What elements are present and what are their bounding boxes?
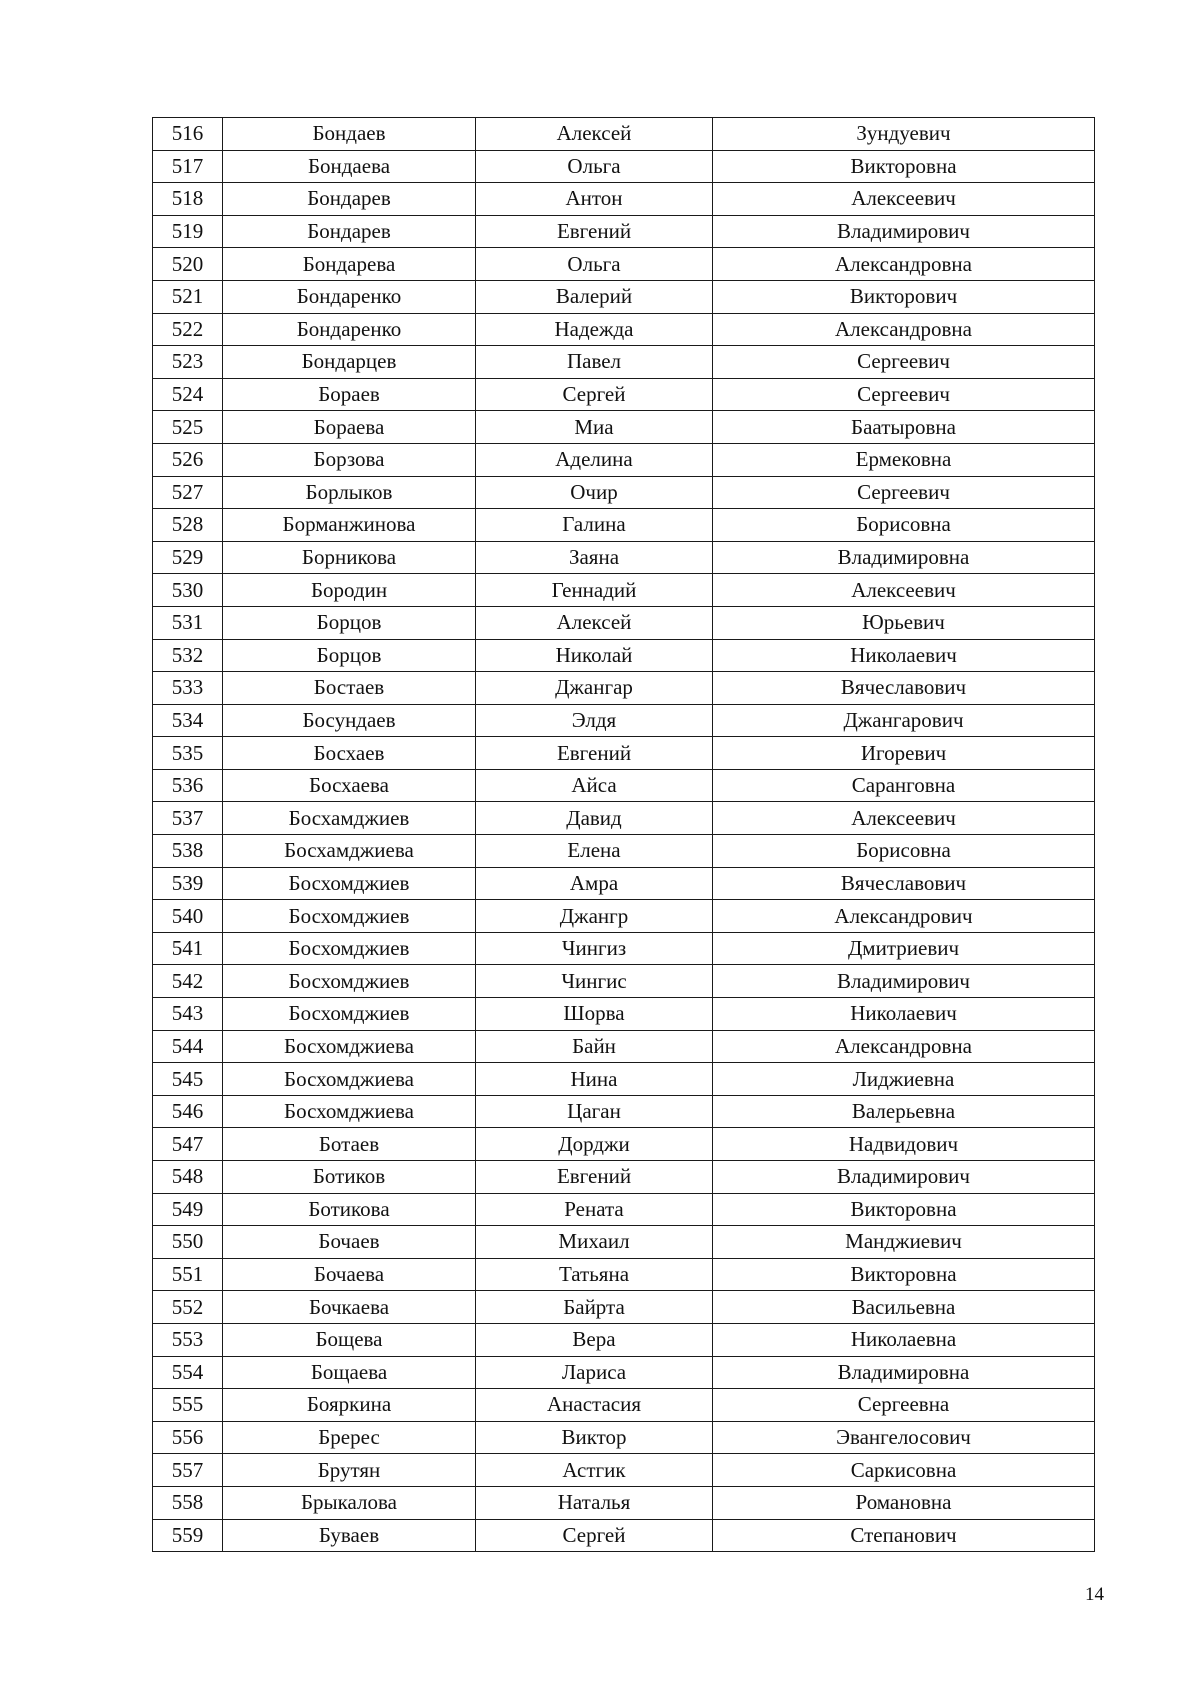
row-number-cell: 551 bbox=[153, 1258, 223, 1291]
table-row bbox=[153, 1063, 1095, 1096]
patronymic-cell: Сергеевич bbox=[713, 346, 1095, 379]
first-name-cell: Геннадий bbox=[476, 574, 713, 607]
row-number-cell: 533 bbox=[153, 672, 223, 705]
row-number-cell: 524 bbox=[153, 378, 223, 411]
row-number-cell: 521 bbox=[153, 280, 223, 313]
table-row bbox=[153, 476, 1095, 509]
patronymic-cell: Александровна bbox=[713, 1030, 1095, 1063]
patronymic-cell: Саркисовна bbox=[713, 1454, 1095, 1487]
roster-table-body bbox=[153, 118, 1095, 1552]
patronymic-cell: Борисовна bbox=[713, 835, 1095, 868]
patronymic-cell: Васильевна bbox=[713, 1291, 1095, 1324]
patronymic-cell: Владимирович bbox=[713, 215, 1095, 248]
first-name-cell: Чингиз bbox=[476, 932, 713, 965]
last-name-cell: Бораев bbox=[223, 378, 476, 411]
patronymic-cell: Александровна bbox=[713, 248, 1095, 281]
table-row bbox=[153, 769, 1095, 802]
row-number-cell: 520 bbox=[153, 248, 223, 281]
roster-table bbox=[152, 117, 1095, 1552]
row-number-cell: 543 bbox=[153, 998, 223, 1031]
row-number-cell: 540 bbox=[153, 900, 223, 933]
last-name-cell: Ботиков bbox=[223, 1161, 476, 1194]
last-name-cell: Босхаева bbox=[223, 769, 476, 802]
last-name-cell: Бояркина bbox=[223, 1389, 476, 1422]
patronymic-cell: Игоревич bbox=[713, 737, 1095, 770]
table-row bbox=[153, 411, 1095, 444]
last-name-cell: Бочаев bbox=[223, 1226, 476, 1259]
last-name-cell: Бондарев bbox=[223, 183, 476, 216]
last-name-cell: Бондаева bbox=[223, 150, 476, 183]
patronymic-cell: Владимировна bbox=[713, 541, 1095, 574]
patronymic-cell: Борисовна bbox=[713, 509, 1095, 542]
table-row bbox=[153, 1389, 1095, 1422]
row-number-cell: 528 bbox=[153, 509, 223, 542]
row-number-cell: 553 bbox=[153, 1323, 223, 1356]
row-number-cell: 541 bbox=[153, 932, 223, 965]
patronymic-cell: Сергеевна bbox=[713, 1389, 1095, 1422]
table-row bbox=[153, 313, 1095, 346]
last-name-cell: Босхомджиев bbox=[223, 965, 476, 998]
table-row bbox=[153, 1258, 1095, 1291]
patronymic-cell: Сергеевич bbox=[713, 378, 1095, 411]
patronymic-cell: Степанович bbox=[713, 1519, 1095, 1552]
table-row bbox=[153, 965, 1095, 998]
table-row bbox=[153, 1454, 1095, 1487]
first-name-cell: Евгений bbox=[476, 1161, 713, 1194]
patronymic-cell: Николаевна bbox=[713, 1323, 1095, 1356]
patronymic-cell: Александровна bbox=[713, 313, 1095, 346]
row-number-cell: 549 bbox=[153, 1193, 223, 1226]
table-row bbox=[153, 998, 1095, 1031]
first-name-cell: Заяна bbox=[476, 541, 713, 574]
first-name-cell: Нина bbox=[476, 1063, 713, 1096]
last-name-cell: Бостаев bbox=[223, 672, 476, 705]
row-number-cell: 517 bbox=[153, 150, 223, 183]
first-name-cell: Аделина bbox=[476, 443, 713, 476]
last-name-cell: Борцов bbox=[223, 606, 476, 639]
row-number-cell: 522 bbox=[153, 313, 223, 346]
table-row bbox=[153, 835, 1095, 868]
last-name-cell: Бощаева bbox=[223, 1356, 476, 1389]
patronymic-cell: Сергеевич bbox=[713, 476, 1095, 509]
row-number-cell: 518 bbox=[153, 183, 223, 216]
first-name-cell: Элдя bbox=[476, 704, 713, 737]
patronymic-cell: Юрьевич bbox=[713, 606, 1095, 639]
last-name-cell: Бондаев bbox=[223, 118, 476, 151]
table-row bbox=[153, 1161, 1095, 1194]
patronymic-cell: Надвидович bbox=[713, 1128, 1095, 1161]
row-number-cell: 546 bbox=[153, 1095, 223, 1128]
row-number-cell: 526 bbox=[153, 443, 223, 476]
first-name-cell: Миа bbox=[476, 411, 713, 444]
first-name-cell: Наталья bbox=[476, 1486, 713, 1519]
first-name-cell: Ольга bbox=[476, 150, 713, 183]
first-name-cell: Сергей bbox=[476, 378, 713, 411]
patronymic-cell: Александрович bbox=[713, 900, 1095, 933]
last-name-cell: Борцов bbox=[223, 639, 476, 672]
last-name-cell: Босундаев bbox=[223, 704, 476, 737]
first-name-cell: Михаил bbox=[476, 1226, 713, 1259]
row-number-cell: 519 bbox=[153, 215, 223, 248]
row-number-cell: 525 bbox=[153, 411, 223, 444]
patronymic-cell: Викторовна bbox=[713, 150, 1095, 183]
row-number-cell: 556 bbox=[153, 1421, 223, 1454]
row-number-cell: 534 bbox=[153, 704, 223, 737]
table-row bbox=[153, 1323, 1095, 1356]
table-row bbox=[153, 1226, 1095, 1259]
first-name-cell: Елена bbox=[476, 835, 713, 868]
row-number-cell: 554 bbox=[153, 1356, 223, 1389]
row-number-cell: 545 bbox=[153, 1063, 223, 1096]
last-name-cell: Бондарева bbox=[223, 248, 476, 281]
table-row bbox=[153, 280, 1095, 313]
first-name-cell: Татьяна bbox=[476, 1258, 713, 1291]
first-name-cell: Надежда bbox=[476, 313, 713, 346]
row-number-cell: 548 bbox=[153, 1161, 223, 1194]
patronymic-cell: Алексеевич bbox=[713, 183, 1095, 216]
row-number-cell: 559 bbox=[153, 1519, 223, 1552]
row-number-cell: 544 bbox=[153, 1030, 223, 1063]
row-number-cell: 527 bbox=[153, 476, 223, 509]
patronymic-cell: Викторовна bbox=[713, 1193, 1095, 1226]
last-name-cell: Ботикова bbox=[223, 1193, 476, 1226]
patronymic-cell: Баатыровна bbox=[713, 411, 1095, 444]
patronymic-cell: Вячеславович bbox=[713, 672, 1095, 705]
row-number-cell: 516 bbox=[153, 118, 223, 151]
table-row bbox=[153, 867, 1095, 900]
row-number-cell: 536 bbox=[153, 769, 223, 802]
table-row bbox=[153, 1421, 1095, 1454]
table-row bbox=[153, 1291, 1095, 1324]
first-name-cell: Виктор bbox=[476, 1421, 713, 1454]
row-number-cell: 550 bbox=[153, 1226, 223, 1259]
table-row bbox=[153, 932, 1095, 965]
first-name-cell: Джангр bbox=[476, 900, 713, 933]
patronymic-cell: Дмитриевич bbox=[713, 932, 1095, 965]
table-row bbox=[153, 737, 1095, 770]
row-number-cell: 558 bbox=[153, 1486, 223, 1519]
table-row bbox=[153, 443, 1095, 476]
table-row bbox=[153, 215, 1095, 248]
last-name-cell: Борманжинова bbox=[223, 509, 476, 542]
row-number-cell: 529 bbox=[153, 541, 223, 574]
row-number-cell: 555 bbox=[153, 1389, 223, 1422]
first-name-cell: Дорджи bbox=[476, 1128, 713, 1161]
last-name-cell: Бондарцев bbox=[223, 346, 476, 379]
table-row bbox=[153, 248, 1095, 281]
table-row bbox=[153, 1128, 1095, 1161]
last-name-cell: Бондаренко bbox=[223, 313, 476, 346]
patronymic-cell: Николаевич bbox=[713, 998, 1095, 1031]
last-name-cell: Босхаев bbox=[223, 737, 476, 770]
last-name-cell: Брутян bbox=[223, 1454, 476, 1487]
last-name-cell: Бочкаева bbox=[223, 1291, 476, 1324]
last-name-cell: Босхамджиев bbox=[223, 802, 476, 835]
last-name-cell: Бощева bbox=[223, 1323, 476, 1356]
patronymic-cell: Владимирович bbox=[713, 965, 1095, 998]
first-name-cell: Алексей bbox=[476, 118, 713, 151]
table-row bbox=[153, 1486, 1095, 1519]
patronymic-cell: Алексеевич bbox=[713, 802, 1095, 835]
table-row bbox=[153, 150, 1095, 183]
row-number-cell: 539 bbox=[153, 867, 223, 900]
first-name-cell: Антон bbox=[476, 183, 713, 216]
table-row bbox=[153, 1030, 1095, 1063]
patronymic-cell: Владимировна bbox=[713, 1356, 1095, 1389]
patronymic-cell: Владимирович bbox=[713, 1161, 1095, 1194]
patronymic-cell: Саранговна bbox=[713, 769, 1095, 802]
table-row bbox=[153, 1356, 1095, 1389]
last-name-cell: Бочаева bbox=[223, 1258, 476, 1291]
last-name-cell: Босхомджиев bbox=[223, 932, 476, 965]
patronymic-cell: Джангарович bbox=[713, 704, 1095, 737]
first-name-cell: Амра bbox=[476, 867, 713, 900]
table-row bbox=[153, 802, 1095, 835]
first-name-cell: Рената bbox=[476, 1193, 713, 1226]
last-name-cell: Бондарев bbox=[223, 215, 476, 248]
last-name-cell: Босхомджиев bbox=[223, 998, 476, 1031]
row-number-cell: 552 bbox=[153, 1291, 223, 1324]
row-number-cell: 523 bbox=[153, 346, 223, 379]
first-name-cell: Давид bbox=[476, 802, 713, 835]
table-row bbox=[153, 606, 1095, 639]
table-row bbox=[153, 900, 1095, 933]
first-name-cell: Алексей bbox=[476, 606, 713, 639]
patronymic-cell: Ермековна bbox=[713, 443, 1095, 476]
first-name-cell: Галина bbox=[476, 509, 713, 542]
patronymic-cell: Викторовна bbox=[713, 1258, 1095, 1291]
row-number-cell: 557 bbox=[153, 1454, 223, 1487]
row-number-cell: 531 bbox=[153, 606, 223, 639]
table-row bbox=[153, 1519, 1095, 1552]
first-name-cell: Астгик bbox=[476, 1454, 713, 1487]
patronymic-cell: Алексеевич bbox=[713, 574, 1095, 607]
first-name-cell: Евгений bbox=[476, 215, 713, 248]
patronymic-cell: Валерьевна bbox=[713, 1095, 1095, 1128]
patronymic-cell: Манджиевич bbox=[713, 1226, 1095, 1259]
first-name-cell: Байрта bbox=[476, 1291, 713, 1324]
table-row bbox=[153, 1095, 1095, 1128]
first-name-cell: Сергей bbox=[476, 1519, 713, 1552]
first-name-cell: Лариса bbox=[476, 1356, 713, 1389]
first-name-cell: Айса bbox=[476, 769, 713, 802]
patronymic-cell: Вячеславович bbox=[713, 867, 1095, 900]
last-name-cell: Босхамджиева bbox=[223, 835, 476, 868]
patronymic-cell: Зундуевич bbox=[713, 118, 1095, 151]
last-name-cell: Бородин bbox=[223, 574, 476, 607]
last-name-cell: Босхомджиева bbox=[223, 1063, 476, 1096]
last-name-cell: Босхомджиева bbox=[223, 1095, 476, 1128]
table-row bbox=[153, 118, 1095, 151]
first-name-cell: Чингис bbox=[476, 965, 713, 998]
first-name-cell: Павел bbox=[476, 346, 713, 379]
last-name-cell: Бондаренко bbox=[223, 280, 476, 313]
first-name-cell: Валерий bbox=[476, 280, 713, 313]
row-number-cell: 530 bbox=[153, 574, 223, 607]
last-name-cell: Брыкалова bbox=[223, 1486, 476, 1519]
table-row bbox=[153, 509, 1095, 542]
table-row bbox=[153, 541, 1095, 574]
last-name-cell: Борлыков bbox=[223, 476, 476, 509]
first-name-cell: Цаган bbox=[476, 1095, 713, 1128]
first-name-cell: Шорва bbox=[476, 998, 713, 1031]
last-name-cell: Борзова bbox=[223, 443, 476, 476]
row-number-cell: 532 bbox=[153, 639, 223, 672]
last-name-cell: Босхомджиев bbox=[223, 867, 476, 900]
table-row bbox=[153, 183, 1095, 216]
first-name-cell: Вера bbox=[476, 1323, 713, 1356]
table-row bbox=[153, 639, 1095, 672]
page-number: 14 bbox=[1085, 1584, 1104, 1605]
row-number-cell: 547 bbox=[153, 1128, 223, 1161]
first-name-cell: Байн bbox=[476, 1030, 713, 1063]
table-row bbox=[153, 704, 1095, 737]
table-row bbox=[153, 672, 1095, 705]
first-name-cell: Николай bbox=[476, 639, 713, 672]
table-row bbox=[153, 1193, 1095, 1226]
first-name-cell: Очир bbox=[476, 476, 713, 509]
last-name-cell: Босхомджиев bbox=[223, 900, 476, 933]
last-name-cell: Буваев bbox=[223, 1519, 476, 1552]
table-row bbox=[153, 574, 1095, 607]
last-name-cell: Борникова bbox=[223, 541, 476, 574]
patronymic-cell: Эвангелосович bbox=[713, 1421, 1095, 1454]
row-number-cell: 535 bbox=[153, 737, 223, 770]
last-name-cell: Бререс bbox=[223, 1421, 476, 1454]
patronymic-cell: Лиджиевна bbox=[713, 1063, 1095, 1096]
patronymic-cell: Викторович bbox=[713, 280, 1095, 313]
patronymic-cell: Николаевич bbox=[713, 639, 1095, 672]
first-name-cell: Джангар bbox=[476, 672, 713, 705]
first-name-cell: Ольга bbox=[476, 248, 713, 281]
first-name-cell: Анастасия bbox=[476, 1389, 713, 1422]
row-number-cell: 538 bbox=[153, 835, 223, 868]
row-number-cell: 537 bbox=[153, 802, 223, 835]
table-row bbox=[153, 378, 1095, 411]
last-name-cell: Бораева bbox=[223, 411, 476, 444]
table-row bbox=[153, 346, 1095, 379]
row-number-cell: 542 bbox=[153, 965, 223, 998]
last-name-cell: Босхомджиева bbox=[223, 1030, 476, 1063]
last-name-cell: Ботаев bbox=[223, 1128, 476, 1161]
patronymic-cell: Романовна bbox=[713, 1486, 1095, 1519]
first-name-cell: Евгений bbox=[476, 737, 713, 770]
